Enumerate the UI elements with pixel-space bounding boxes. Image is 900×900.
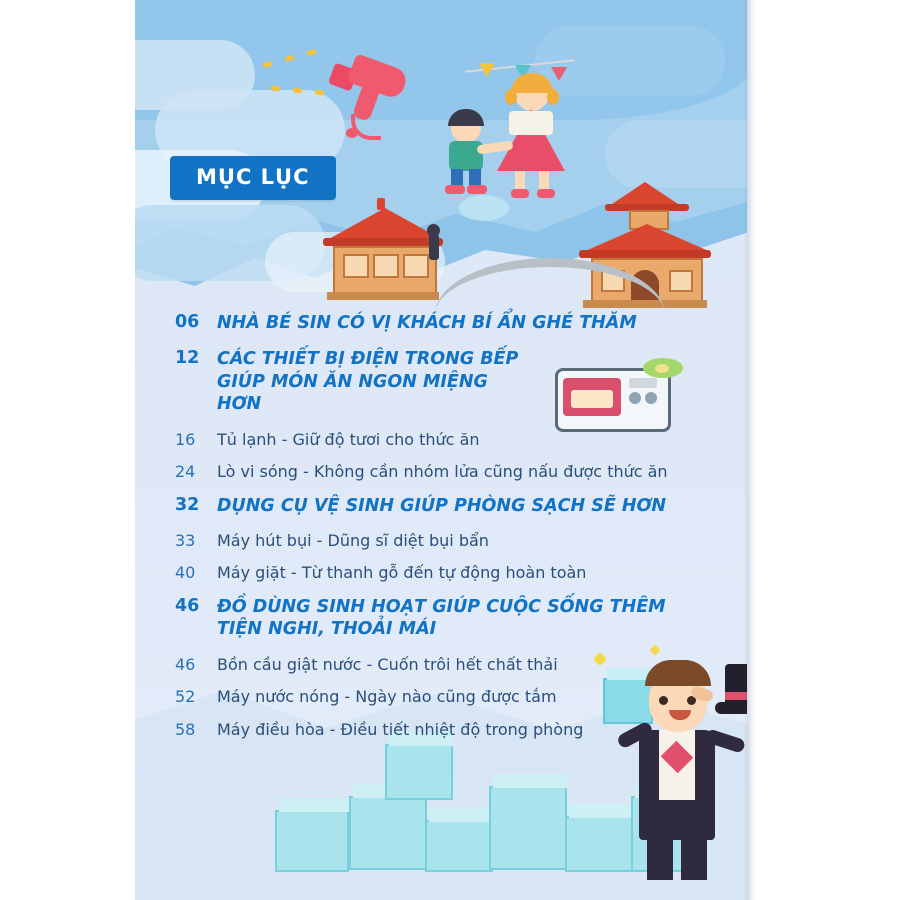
toc-entry[interactable] [175, 531, 735, 551]
toc-page-number: 33 [175, 530, 196, 550]
toc-page-number: 46 [175, 654, 196, 674]
toc-page-number: 06 [175, 312, 200, 332]
toc-entry[interactable] [175, 430, 735, 450]
toc-entry-title: ĐỒ DÙNG SINH HOẠT GIÚP CUỘC SỐNG THÊM TIỆN NGHI, THOẢI MÁI [217, 596, 666, 640]
children-playing-icon [465, 55, 605, 200]
toc-entry[interactable] [175, 563, 735, 583]
toc-entry[interactable] [175, 312, 735, 334]
toc-entry[interactable] [175, 596, 735, 641]
toc-entry-title: Tủ lạnh - Giữ độ tươi cho thức ăn [217, 429, 480, 449]
toc-entry[interactable] [175, 495, 735, 517]
toc-entry-title: Máy hút bụi - Dũng sĩ diệt bụi bẩn [217, 530, 489, 550]
toc-page-number: 40 [175, 563, 196, 583]
toc-page-number: 12 [175, 348, 200, 369]
toc-entry[interactable] [175, 655, 735, 675]
toc-entry[interactable] [175, 348, 735, 415]
toc-entry[interactable] [175, 720, 735, 740]
bridge-icon [435, 258, 665, 312]
toc-entry-title: Lò vi sóng - Không cần nhóm lửa cũng nấu được thức ăn [217, 462, 668, 482]
toc-entry-title: DỤNG CỤ VỆ SINH GIÚP PHÒNG SẠCH SẼ HƠN [217, 495, 667, 516]
toc-page-number: 24 [175, 462, 196, 482]
toc-entry[interactable] [175, 687, 735, 707]
toc-entry-title: Máy nước nóng - Ngày nào cũng được tắm [217, 687, 557, 707]
toc-entry-title: NHÀ BÉ SIN CÓ VỊ KHÁCH BÍ ẨN GHÉ THĂM [217, 313, 637, 333]
toc-entry-title: Máy điều hòa - Điều tiết nhiệt độ trong phòng [217, 719, 584, 739]
toc-page-number: 32 [175, 494, 200, 515]
toc-entry-title: Bồn cầu giật nước - Cuốn trôi hết chất thải [217, 654, 558, 674]
book-page [135, 0, 755, 900]
toc-entry-title: Máy giặt - Từ thanh gỗ đến tự động hoàn toàn [217, 563, 587, 583]
toc-page-number: 52 [175, 687, 196, 707]
toc-entry[interactable] [175, 462, 735, 482]
table-of-contents [175, 312, 735, 752]
toc-page-number: 46 [175, 595, 200, 616]
page-title: MỤC LỤC [170, 156, 336, 200]
toc-page-number: 58 [175, 719, 196, 739]
page-edge [747, 0, 755, 900]
toc-page-number: 16 [175, 429, 196, 449]
hair-dryer-icon [135, 0, 755, 160]
toc-entry-title: CÁC THIẾT BỊ ĐIỆN TRONG BẾP GIÚP MÓN ĂN NGON MIỆNG HƠN [217, 349, 519, 415]
